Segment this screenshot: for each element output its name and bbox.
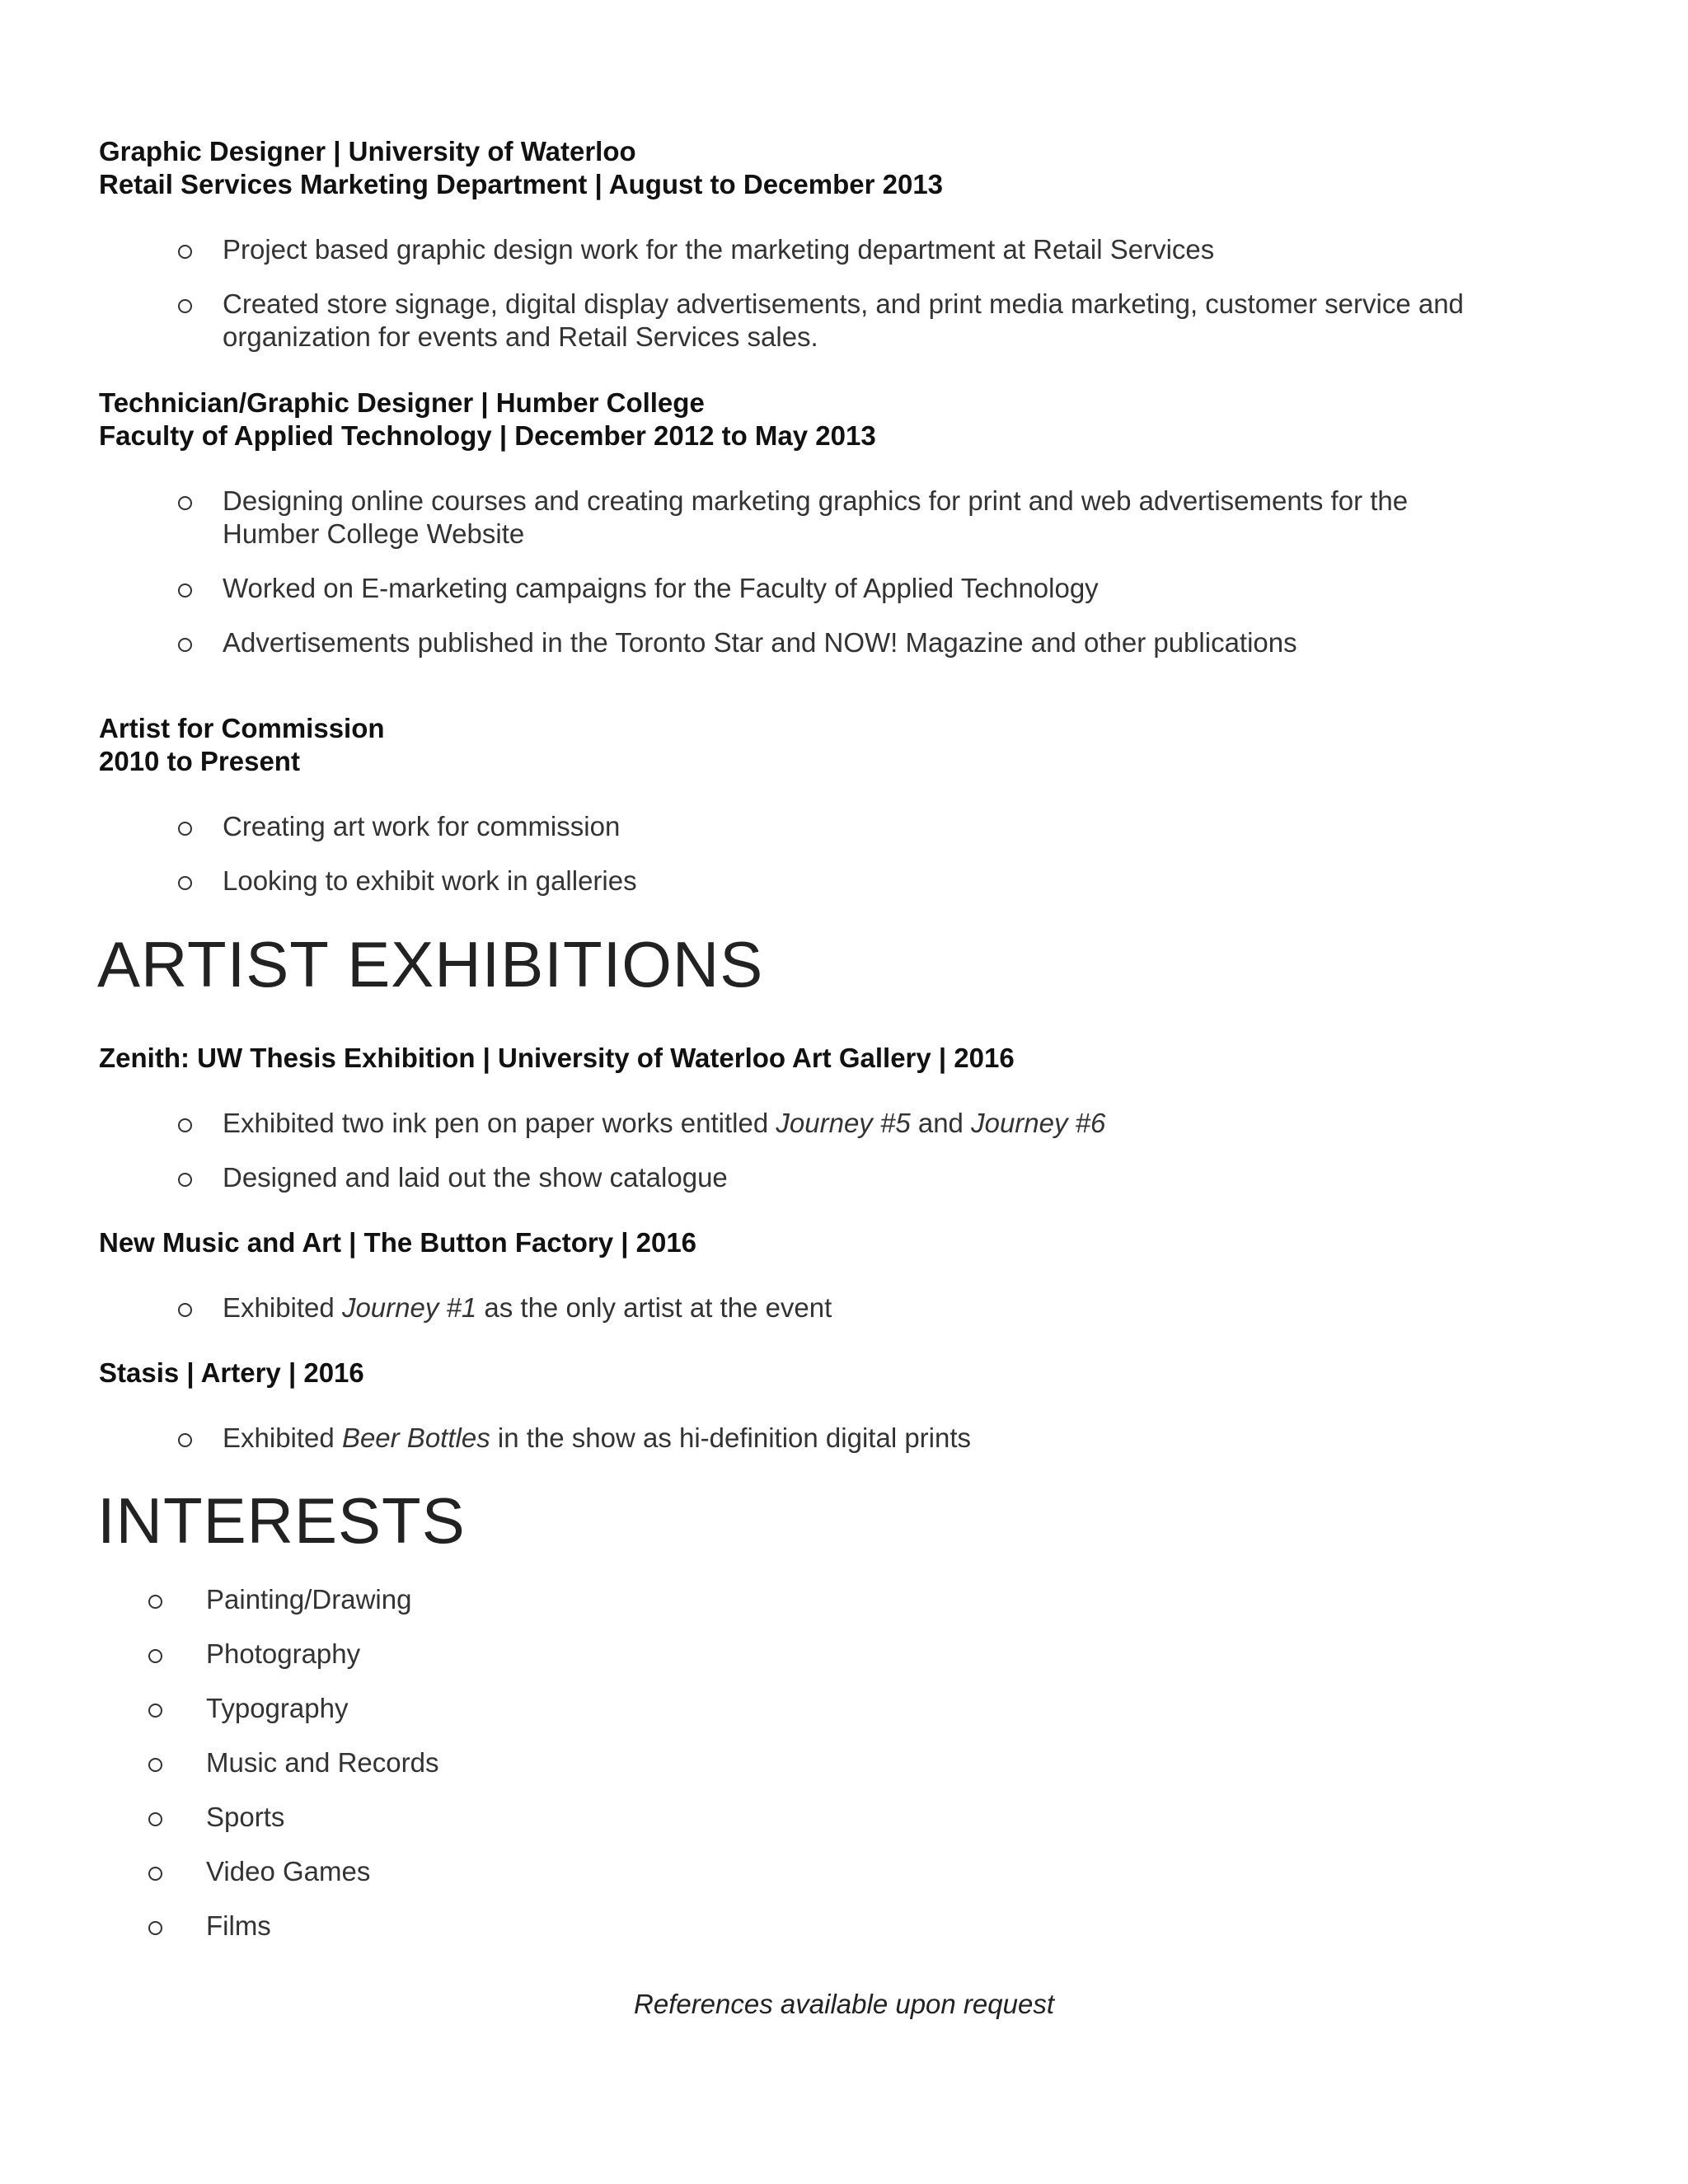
job-entry bbox=[99, 387, 876, 452]
bullet-list bbox=[99, 1422, 1599, 1455]
list-item bbox=[99, 1746, 1599, 1779]
list-item bbox=[99, 1422, 1599, 1455]
bullet-text: Project based graphic design work for the marketing department at Retail Services bbox=[223, 234, 1215, 265]
circle-bullet-icon bbox=[178, 822, 192, 836]
job-subtitle: Retail Services Marketing Department | August to December 2013 bbox=[99, 169, 944, 199]
list-item bbox=[99, 1161, 1599, 1194]
circle-bullet-icon bbox=[148, 1867, 162, 1881]
references-note: References available upon request bbox=[633, 1989, 1054, 2019]
list-item bbox=[99, 1107, 1599, 1140]
circle-bullet-icon bbox=[178, 496, 192, 510]
bullet-list bbox=[99, 810, 1599, 898]
bullet-text: Creating art work for commission bbox=[223, 811, 621, 841]
interest-text: Painting/Drawing bbox=[206, 1584, 412, 1615]
bullet-list bbox=[99, 485, 1599, 659]
exhibition-title: Stasis | Artery | 2016 bbox=[99, 1357, 364, 1388]
bullet-text: Looking to exhibit work in galleries bbox=[223, 865, 637, 896]
circle-bullet-icon bbox=[148, 1758, 162, 1772]
circle-bullet-icon bbox=[148, 1595, 162, 1609]
circle-bullet-icon bbox=[178, 1173, 192, 1187]
interest-text: Music and Records bbox=[206, 1747, 439, 1778]
interest-text: Photography bbox=[206, 1638, 361, 1669]
circle-bullet-icon bbox=[178, 1433, 192, 1447]
circle-bullet-icon bbox=[178, 1118, 192, 1132]
list-item bbox=[99, 1801, 1599, 1834]
list-item bbox=[99, 1692, 1599, 1725]
bullet-text: Exhibited two ink pen on paper works entitled Journey #5 and Journey #6 bbox=[223, 1108, 1106, 1138]
list-item bbox=[99, 1583, 1599, 1616]
bullet-text: Designing online courses and creating marketing graphics for print and web advertisements for the Humber College Website bbox=[223, 485, 1409, 549]
exhibition-title: New Music and Art | The Button Factory | 2016 bbox=[99, 1227, 697, 1258]
circle-bullet-icon bbox=[148, 1649, 162, 1663]
interest-text: Sports bbox=[206, 1802, 285, 1832]
bullet-text: Worked on E-marketing campaigns for the Faculty of Applied Technology bbox=[223, 573, 1099, 603]
interest-text: Video Games bbox=[206, 1856, 371, 1886]
bullet-list bbox=[99, 1107, 1599, 1194]
bullet-text: Exhibited Beer Bottles in the show as hi-definition digital prints bbox=[223, 1422, 972, 1453]
bullet-text: Designed and laid out the show catalogue bbox=[223, 1162, 728, 1193]
job-title: Technician/Graphic Designer | Humber College bbox=[99, 387, 705, 418]
list-item bbox=[99, 572, 1599, 605]
bullet-text: Created store signage, digital display advertisements, and print media marketing, customer service and organization for events and Retail Services sales. bbox=[223, 288, 1464, 352]
list-item bbox=[99, 485, 1599, 551]
job-subtitle: 2010 to Present bbox=[99, 746, 300, 776]
circle-bullet-icon bbox=[178, 299, 192, 313]
circle-bullet-icon bbox=[178, 638, 192, 652]
list-item bbox=[99, 810, 1599, 843]
bullet-text: Advertisements published in the Toronto Star and NOW! Magazine and other publications bbox=[223, 627, 1297, 658]
bullet-list bbox=[99, 1291, 1599, 1324]
interest-text: Films bbox=[206, 1910, 271, 1941]
circle-bullet-icon bbox=[148, 1921, 162, 1935]
circle-bullet-icon bbox=[178, 583, 192, 598]
section-heading-exhibitions: ARTIST EXHIBITIONS bbox=[97, 928, 764, 1001]
list-item bbox=[99, 1855, 1599, 1888]
list-item bbox=[99, 1638, 1599, 1671]
list-item bbox=[99, 626, 1599, 659]
circle-bullet-icon bbox=[178, 876, 192, 890]
list-item bbox=[99, 865, 1599, 898]
bullet-list bbox=[99, 233, 1599, 354]
job-title: Artist for Commission bbox=[99, 713, 385, 743]
circle-bullet-icon bbox=[148, 1704, 162, 1718]
circle-bullet-icon bbox=[178, 1303, 192, 1317]
exhibition-title: Zenith: UW Thesis Exhibition | University of Waterloo Art Gallery | 2016 bbox=[99, 1043, 1015, 1073]
circle-bullet-icon bbox=[148, 1812, 162, 1826]
circle-bullet-icon bbox=[178, 245, 192, 259]
interests-list bbox=[99, 1583, 1599, 1943]
job-entry bbox=[99, 135, 943, 201]
list-item bbox=[99, 1910, 1599, 1943]
interest-text: Typography bbox=[206, 1693, 349, 1723]
list-item bbox=[99, 233, 1599, 266]
list-item bbox=[99, 288, 1599, 354]
job-title: Graphic Designer | University of Waterloo bbox=[99, 136, 636, 166]
job-subtitle: Faculty of Applied Technology | December 2012 to May 2013 bbox=[99, 420, 876, 451]
job-entry bbox=[99, 712, 385, 778]
section-heading-interests: INTERESTS bbox=[97, 1484, 466, 1557]
bullet-text: Exhibited Journey #1 as the only artist at the event bbox=[223, 1292, 832, 1323]
list-item bbox=[99, 1291, 1599, 1324]
